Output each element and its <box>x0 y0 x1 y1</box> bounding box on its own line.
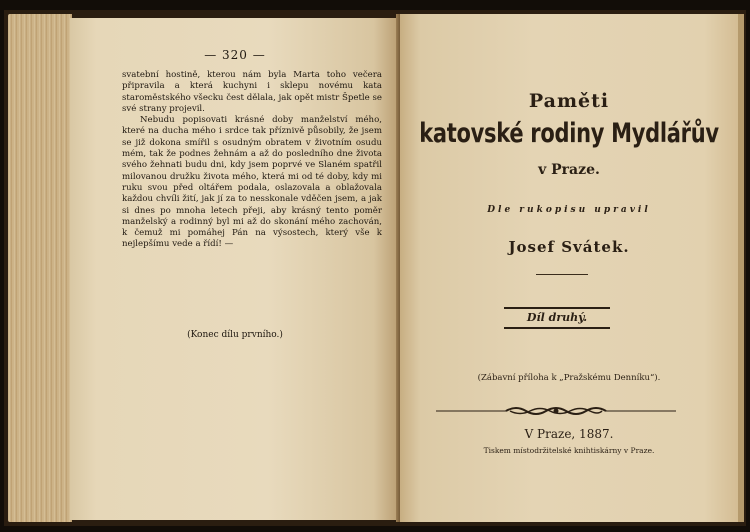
paragraph-2: Nebudu popisovati krásné doby manželství mého, které na ducha mého i srdce tak příznivě působily, že jsem se již dokona smířil s osudným obratem v životním osudu mém, tak že podnes žehnám a až do posledního dne života svého žehnati budu dni, kdy jsem poprvé ve Slaném spatřil milovanou družku života mého, která mi od té doby, kdy mi ruku svou před oltářem podala, oslazovala a oblažovala každou chvíli žití, jak jí za to nesskonale vděčen jsem, a jak si dnes po mnoha letech přeji, aby krásný tento poměr manželský a rodinný byl mi až do skonání mého zachován, k čemuž mi pomáhej Pán na výsostech, který vše k nejlepšímu vede a řídí! — <box>122 115 382 250</box>
place-year: V Praze, 1887. <box>524 427 614 441</box>
title-line-1: Paměti <box>528 90 610 112</box>
left-page-text <box>122 70 382 251</box>
page-number: — 320 — <box>204 48 266 62</box>
left-page <box>70 18 400 520</box>
printer-line: Tiskem místodržitelské knihtiskárny v Praze. <box>483 446 655 455</box>
divider-rule <box>536 274 588 275</box>
author: Josef Svátek. <box>508 238 630 256</box>
paragraph-1: svatební hostině, kterou nám byla Marta toho večera připravila a která kuchyni i sklepu novému kata staroměstského všecku čest dělala, jak opět mistr Špetle se své strany projevil. <box>122 70 382 114</box>
right-page <box>400 14 744 522</box>
subtitle: Dle rukopisu upravil <box>487 205 651 215</box>
page-edges <box>8 14 72 522</box>
title-line-3: v Praze. <box>538 162 600 178</box>
end-note: (Konec dílu prvního.) <box>187 330 283 340</box>
volume-label: Díl druhý. <box>504 307 610 329</box>
title-line-2: katovské rodiny Mydlářův <box>419 118 719 148</box>
ornament-divider-icon <box>436 404 676 418</box>
supplement-note: (Zábavní příloha k „Pražskému Denníku“). <box>477 373 661 383</box>
